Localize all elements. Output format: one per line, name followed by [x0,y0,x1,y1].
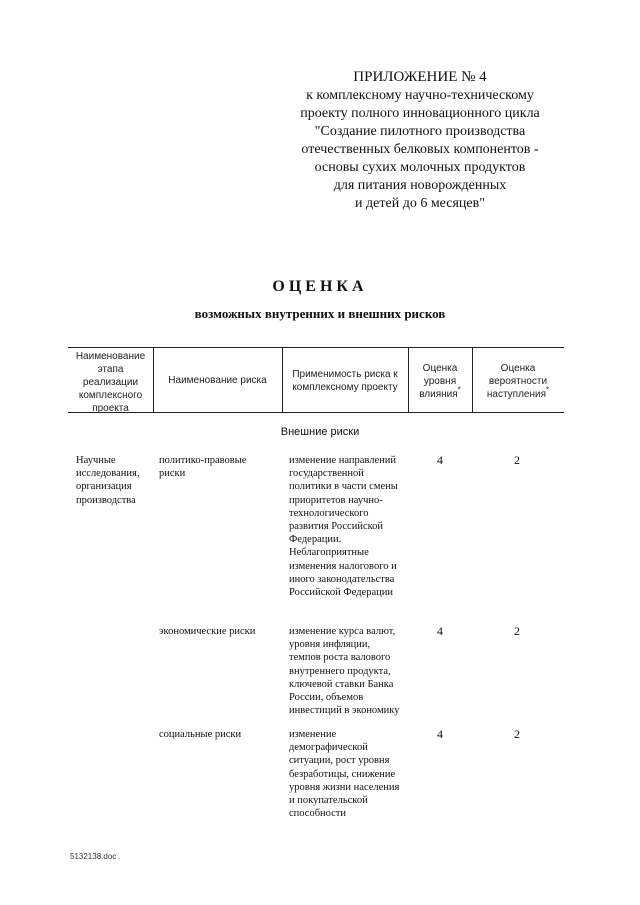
probability-score: 2 [514,453,520,467]
appendix-title: ПРИЛОЖЕНИЕ № 4 [353,69,487,85]
footnote-marker: * [457,385,461,395]
header-applicability [282,368,408,394]
applicability-line: безработицы, снижение [289,768,396,780]
appendix-line: проекту полного инновационного цикла [300,106,540,121]
stage-line: исследования, [76,468,140,480]
header-risk-name [153,374,282,387]
header-applicability-line: комплексному проекту [292,382,398,393]
applicability-line: и покупательской [289,795,368,807]
footnote-marker: * [546,385,550,395]
table-row-applicability [289,728,399,820]
applicability-line: изменение [289,729,337,740]
stage-cell [76,454,139,507]
appendix-line: к комплексному научно-техническому [306,88,534,103]
header-impact [408,362,472,401]
table-row-risk [159,728,241,741]
header-probability-line: Оценка [500,363,536,374]
applicability-line: изменение направлений [289,455,396,466]
applicability-line: Федерации. [289,534,342,546]
applicability-line: технологического [289,507,369,519]
applicability-line: изменение курса валют, [289,626,396,637]
header-stage [68,350,153,415]
table-top-rule [68,347,564,348]
header-probability-word: наступления [486,389,546,400]
appendix-line: и детей до 6 месяцев" [355,196,485,211]
header-risk-name-line: Наименование риска [168,375,267,386]
applicability-line: приоритетов научно- [289,494,383,506]
impact-score: 4 [437,624,443,638]
appendix-line: отечественных белковых компонентов - [301,142,539,157]
header-stage-line: проекта [92,403,129,414]
risk-line: социальные риски [159,729,242,740]
probability-score: 2 [514,624,520,638]
table-row-applicability [289,454,398,599]
header-probability [472,362,564,401]
applicability-line: способности [289,808,347,820]
appendix-line: "Создание пилотного производства [314,124,526,139]
applicability-line: внутреннего продукта, [289,665,391,677]
impact-score: 4 [437,727,443,741]
applicability-line: изменения налогового и [289,560,397,572]
applicability-line: ключевой ставки Банка [289,678,394,690]
header-stage-line: Наименование [75,351,146,362]
appendix-line: для питания новорожденных [333,178,507,193]
header-impact-line [408,385,472,401]
appendix-header [270,68,570,213]
stage-line: производства [76,494,136,506]
appendix-line: основы сухих молочных продуктов [314,160,526,175]
applicability-line: политики в части смены [289,481,398,493]
section-label: Внешние риски [280,426,360,438]
applicability-line: Российской Федерации [289,587,393,599]
table-row-applicability [289,625,399,717]
document-subtitle: возможных внутренних и внешних рисков [194,306,446,321]
header-impact-line: уровня [423,376,457,387]
header-stage-line: этапа [97,364,124,375]
stage-line: организация [76,481,132,493]
applicability-line: государственной [289,468,364,480]
file-name-footer: 5132138.doc [70,852,117,861]
risk-line: политико-правовые [159,455,247,466]
applicability-line: развития Российской [289,521,384,533]
probability-score: 2 [514,727,520,741]
applicability-line: демографической [289,742,368,754]
header-impact-word: влияния [419,389,458,400]
risk-line: экономические риски [159,626,256,637]
applicability-line: инвестиций в экономику [289,705,400,717]
header-impact-line: Оценка [422,363,458,374]
table-row-risk [159,625,255,638]
impact-score: 4 [437,453,443,467]
applicability-line: темпов роста валового [289,652,391,664]
applicability-line: уровня инфляции, [289,639,371,651]
applicability-line: ситуации, рост уровня [289,755,390,767]
header-applicability-line: Применимость риска к [292,369,398,380]
header-stage-line: реализации [82,377,139,388]
header-probability-line: вероятности [488,376,548,387]
applicability-line: Неблагоприятные [289,547,369,559]
risk-line: риски [159,468,186,480]
header-probability-line [472,385,564,401]
header-stage-line: комплексного [78,390,143,401]
applicability-line: уровня жизни населения [289,781,400,793]
document-title: ОЦЕНКА [272,278,368,295]
stage-line: Научные [76,455,116,466]
applicability-line: иного законодательства [289,573,395,585]
applicability-line: России, объемов [289,692,364,704]
table-row-risk [159,454,246,480]
